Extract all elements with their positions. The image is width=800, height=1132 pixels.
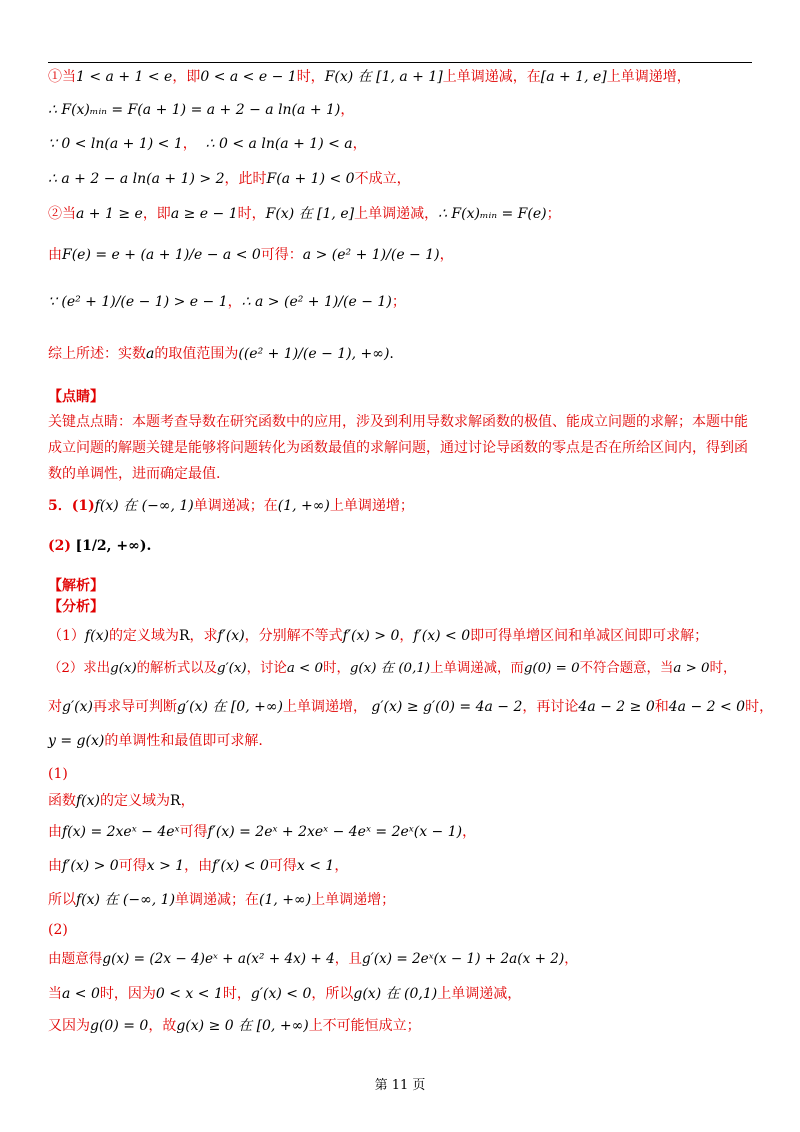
math: (1, +∞) — [259, 892, 312, 908]
math: ∵ 0 < ln(a + 1) < 1 — [48, 136, 183, 152]
math: F(e) = e + (a + 1)/e − a < 0 — [62, 247, 261, 263]
text: ， — [352, 136, 367, 152]
text: ，分别解不等式 — [244, 628, 343, 644]
text: （2）求出 — [48, 661, 111, 676]
sol-part-1 — [48, 765, 68, 783]
sol-line-monotonic — [48, 891, 395, 909]
math: a > (e² + 1)/(e − 1) — [302, 247, 440, 263]
text: ， — [462, 824, 477, 840]
dianjing-heading: 【点睛】 — [48, 389, 104, 405]
math: ((e² + 1)/(e − 1), +∞) — [238, 346, 390, 362]
math: 0 < a < e − 1 — [200, 69, 297, 85]
math: (1, +∞) — [277, 498, 330, 514]
sol-line-g0 — [48, 1017, 421, 1035]
math: f(x) 在 (−∞, 1) — [76, 892, 176, 908]
math: 0 < x < 1 — [155, 986, 223, 1002]
text: 的单调性和最值即可求解. — [104, 733, 263, 749]
analysis-line-1 — [48, 627, 708, 645]
math: g′(x) 在 [0, +∞) — [176, 699, 283, 715]
text: ，即 — [142, 206, 171, 222]
header-rule — [48, 62, 752, 63]
fe-line — [48, 246, 454, 264]
text: 的取值范围为 — [154, 346, 239, 362]
sol-line-a-negative — [48, 985, 521, 1003]
text: 所以 — [48, 892, 76, 908]
math: g(x) 在 (0,1) — [353, 986, 438, 1002]
text: 又因为 — [48, 1018, 90, 1034]
text: . — [389, 346, 394, 362]
math: g(x) 在 (0,1) — [349, 661, 431, 676]
compare-line — [48, 293, 406, 311]
math: [1/2, +∞). — [75, 538, 152, 554]
text: ，即 — [172, 69, 201, 85]
text: 可得 — [118, 858, 147, 874]
sol-line-derivative — [48, 823, 476, 841]
math: ∴ F(x)ₘᵢₙ = F(a + 1) = a + 2 − a ln(a + 1) — [48, 102, 341, 118]
text: 上单调递增， — [282, 699, 367, 715]
text: (2) — [48, 922, 68, 938]
math: F(x) 在 [1, e] — [265, 206, 355, 222]
math: ∴ F(x)ₘᵢₙ = F(e) — [438, 206, 547, 222]
text: ，求 — [189, 628, 218, 644]
math: f′(x) > 0 — [342, 628, 400, 644]
not-hold-line — [48, 170, 411, 188]
text: (2) — [48, 538, 71, 554]
analysis-line-4 — [48, 732, 263, 750]
text: 的定义域为 — [108, 628, 179, 644]
text: 时， — [222, 986, 251, 1002]
math: g(x) = (2x − 4)eˣ + a(x² + 4x) + 4 — [102, 951, 335, 967]
math: [a + 1, e] — [540, 69, 607, 85]
text: ； — [546, 206, 561, 222]
text: 上单调递减， — [437, 986, 522, 1002]
math: g(x) ≥ 0 在 [0, +∞) — [176, 1018, 309, 1034]
text: ， — [227, 294, 242, 310]
text: ，且 — [334, 951, 362, 967]
text: 时， — [745, 699, 774, 715]
math: ∴ a > (e² + 1)/(e − 1) — [241, 294, 392, 310]
text: 上单调递减， — [354, 206, 439, 222]
text: ， — [439, 247, 454, 263]
text: ， — [340, 102, 355, 118]
conclusion-line — [48, 345, 394, 363]
text: ，此时 — [224, 171, 267, 187]
math: R — [178, 628, 190, 644]
text: ②当 — [48, 206, 76, 222]
fenxi-heading: 【分析】 — [48, 599, 104, 615]
ln-bound-line — [48, 135, 367, 153]
text: ，故 — [148, 1018, 177, 1034]
math: a > 0 — [673, 661, 710, 676]
math: a < 0 — [286, 661, 324, 676]
text: 上单调递减，而 — [430, 661, 524, 676]
math: ∵ (e² + 1)/(e − 1) > e − 1 — [48, 294, 228, 310]
q5-answer-2 — [48, 537, 151, 555]
math: x < 1 — [296, 858, 335, 874]
text: 的解析式以及 — [136, 661, 218, 676]
dianjing-text: 关键点点睛：本题考查导数在研究函数中的应用，涉及到利用导数求解函数的极值、能成立问题的求解；本题中能成立问题的解题关键是能够将问题转化为函数最值的求解问题，通过讨论导函数的零点是否在所给区间内，得到函数的单调性，进而确定最值. — [48, 414, 748, 482]
math: x > 1 — [146, 858, 185, 874]
math: f(x) — [76, 793, 101, 809]
case-1-line — [48, 68, 691, 86]
text: 不符合题意，当 — [579, 661, 674, 676]
math: f′(x) — [217, 628, 245, 644]
text: 由 — [48, 247, 62, 263]
math: g(0) = 0 — [523, 661, 580, 676]
sol-line-domain — [48, 792, 195, 810]
math: g(x) — [110, 661, 137, 676]
text: （1） — [48, 628, 85, 644]
q5-answer-1 — [48, 497, 414, 515]
math: 1 < a + 1 < e — [76, 69, 173, 85]
text: 单调递减；在 — [175, 892, 260, 908]
text: ，再讨论 — [522, 699, 579, 715]
text: (1) — [48, 766, 68, 782]
math: ∴ a + 2 − a ln(a + 1) > 2 — [48, 171, 225, 187]
text: ， — [180, 793, 195, 809]
text: 由题意得 — [48, 951, 103, 967]
text: 可得： — [260, 247, 303, 263]
analysis-line-3 — [48, 698, 773, 716]
text: 即可得单增区间和单减区间即可求解； — [470, 628, 709, 644]
text: ①当 — [48, 69, 76, 85]
math: a + 1 ≥ e — [76, 206, 143, 222]
text: 可得 — [268, 858, 297, 874]
math: f′(x) = 2eˣ + 2xeˣ − 4eˣ = 2eˣ(x − 1) — [207, 824, 463, 840]
math: R — [170, 793, 181, 809]
text: 再求导可判断 — [92, 699, 177, 715]
jiexi-heading: 【解析】 — [48, 578, 104, 594]
math: 4a − 2 ≥ 0 — [578, 699, 655, 715]
text: 上单调递增； — [311, 892, 396, 908]
text: 上单调递增， — [606, 69, 691, 85]
text: 上单调递增； — [329, 498, 414, 514]
sol-line-g — [48, 950, 578, 968]
text: 时， — [237, 206, 266, 222]
page-number: 第 11 页 — [374, 1078, 426, 1093]
math: f(x) 在 (−∞, 1) — [94, 498, 194, 514]
math: f′(x) < 0 — [413, 628, 471, 644]
text: ，由 — [184, 858, 213, 874]
text: 上单调递减，在 — [442, 69, 541, 85]
math: f(x) — [84, 628, 109, 644]
math: F(x) 在 [1, a + 1] — [324, 69, 443, 85]
math: g′(x) = 2eˣ(x − 1) + 2a(x + 2) — [361, 951, 565, 967]
math: f(x) = 2xeˣ − 4eˣ — [62, 824, 180, 840]
math: g′(x) — [217, 661, 247, 676]
text: 可得 — [179, 824, 208, 840]
text: 时，因为 — [99, 986, 156, 1002]
text: 综上所述：实数 — [48, 346, 146, 362]
text: ， — [399, 628, 414, 644]
text: 和 — [654, 699, 669, 715]
text: ，讨论 — [246, 661, 287, 676]
text: ， — [564, 951, 578, 967]
math: a < 0 — [62, 986, 100, 1002]
text: 时， — [296, 69, 325, 85]
analysis-line-2 — [48, 660, 736, 678]
math: 4a − 2 < 0 — [668, 699, 746, 715]
text: ， — [182, 136, 197, 152]
min-value-line — [48, 101, 354, 119]
sol-line-signs — [48, 857, 348, 875]
text: 函数 — [48, 793, 76, 809]
text: 5．(1) — [48, 498, 95, 514]
math: y = g(x) — [48, 733, 105, 749]
text: 当 — [48, 986, 62, 1002]
text: ，所以 — [311, 986, 354, 1002]
math: g′(x) < 0 — [250, 986, 312, 1002]
text: 的定义域为 — [100, 793, 171, 809]
math: F(a + 1) < 0 — [266, 171, 355, 187]
math: f′(x) < 0 — [212, 858, 269, 874]
text: 单调递减；在 — [193, 498, 278, 514]
math: f′(x) > 0 — [62, 858, 119, 874]
text: 上不可能恒成立； — [308, 1018, 421, 1034]
text: 时， — [709, 661, 737, 676]
math: ∴ 0 < a ln(a + 1) < a — [205, 136, 353, 152]
text: 由 — [48, 858, 62, 874]
case-2-line — [48, 205, 561, 223]
math: g′(x) — [62, 699, 93, 715]
text: 对 — [48, 699, 62, 715]
text: 不成立， — [354, 171, 411, 187]
text: 由 — [48, 824, 62, 840]
text: ； — [391, 294, 406, 310]
sol-part-2 — [48, 921, 68, 939]
text: 时， — [323, 661, 350, 676]
math: g(0) = 0 — [90, 1018, 149, 1034]
math: a ≥ e − 1 — [170, 206, 238, 222]
math: g′(x) ≥ g′(0) = 4a − 2 — [371, 699, 523, 715]
math: a — [146, 346, 155, 362]
text: ， — [334, 858, 349, 874]
